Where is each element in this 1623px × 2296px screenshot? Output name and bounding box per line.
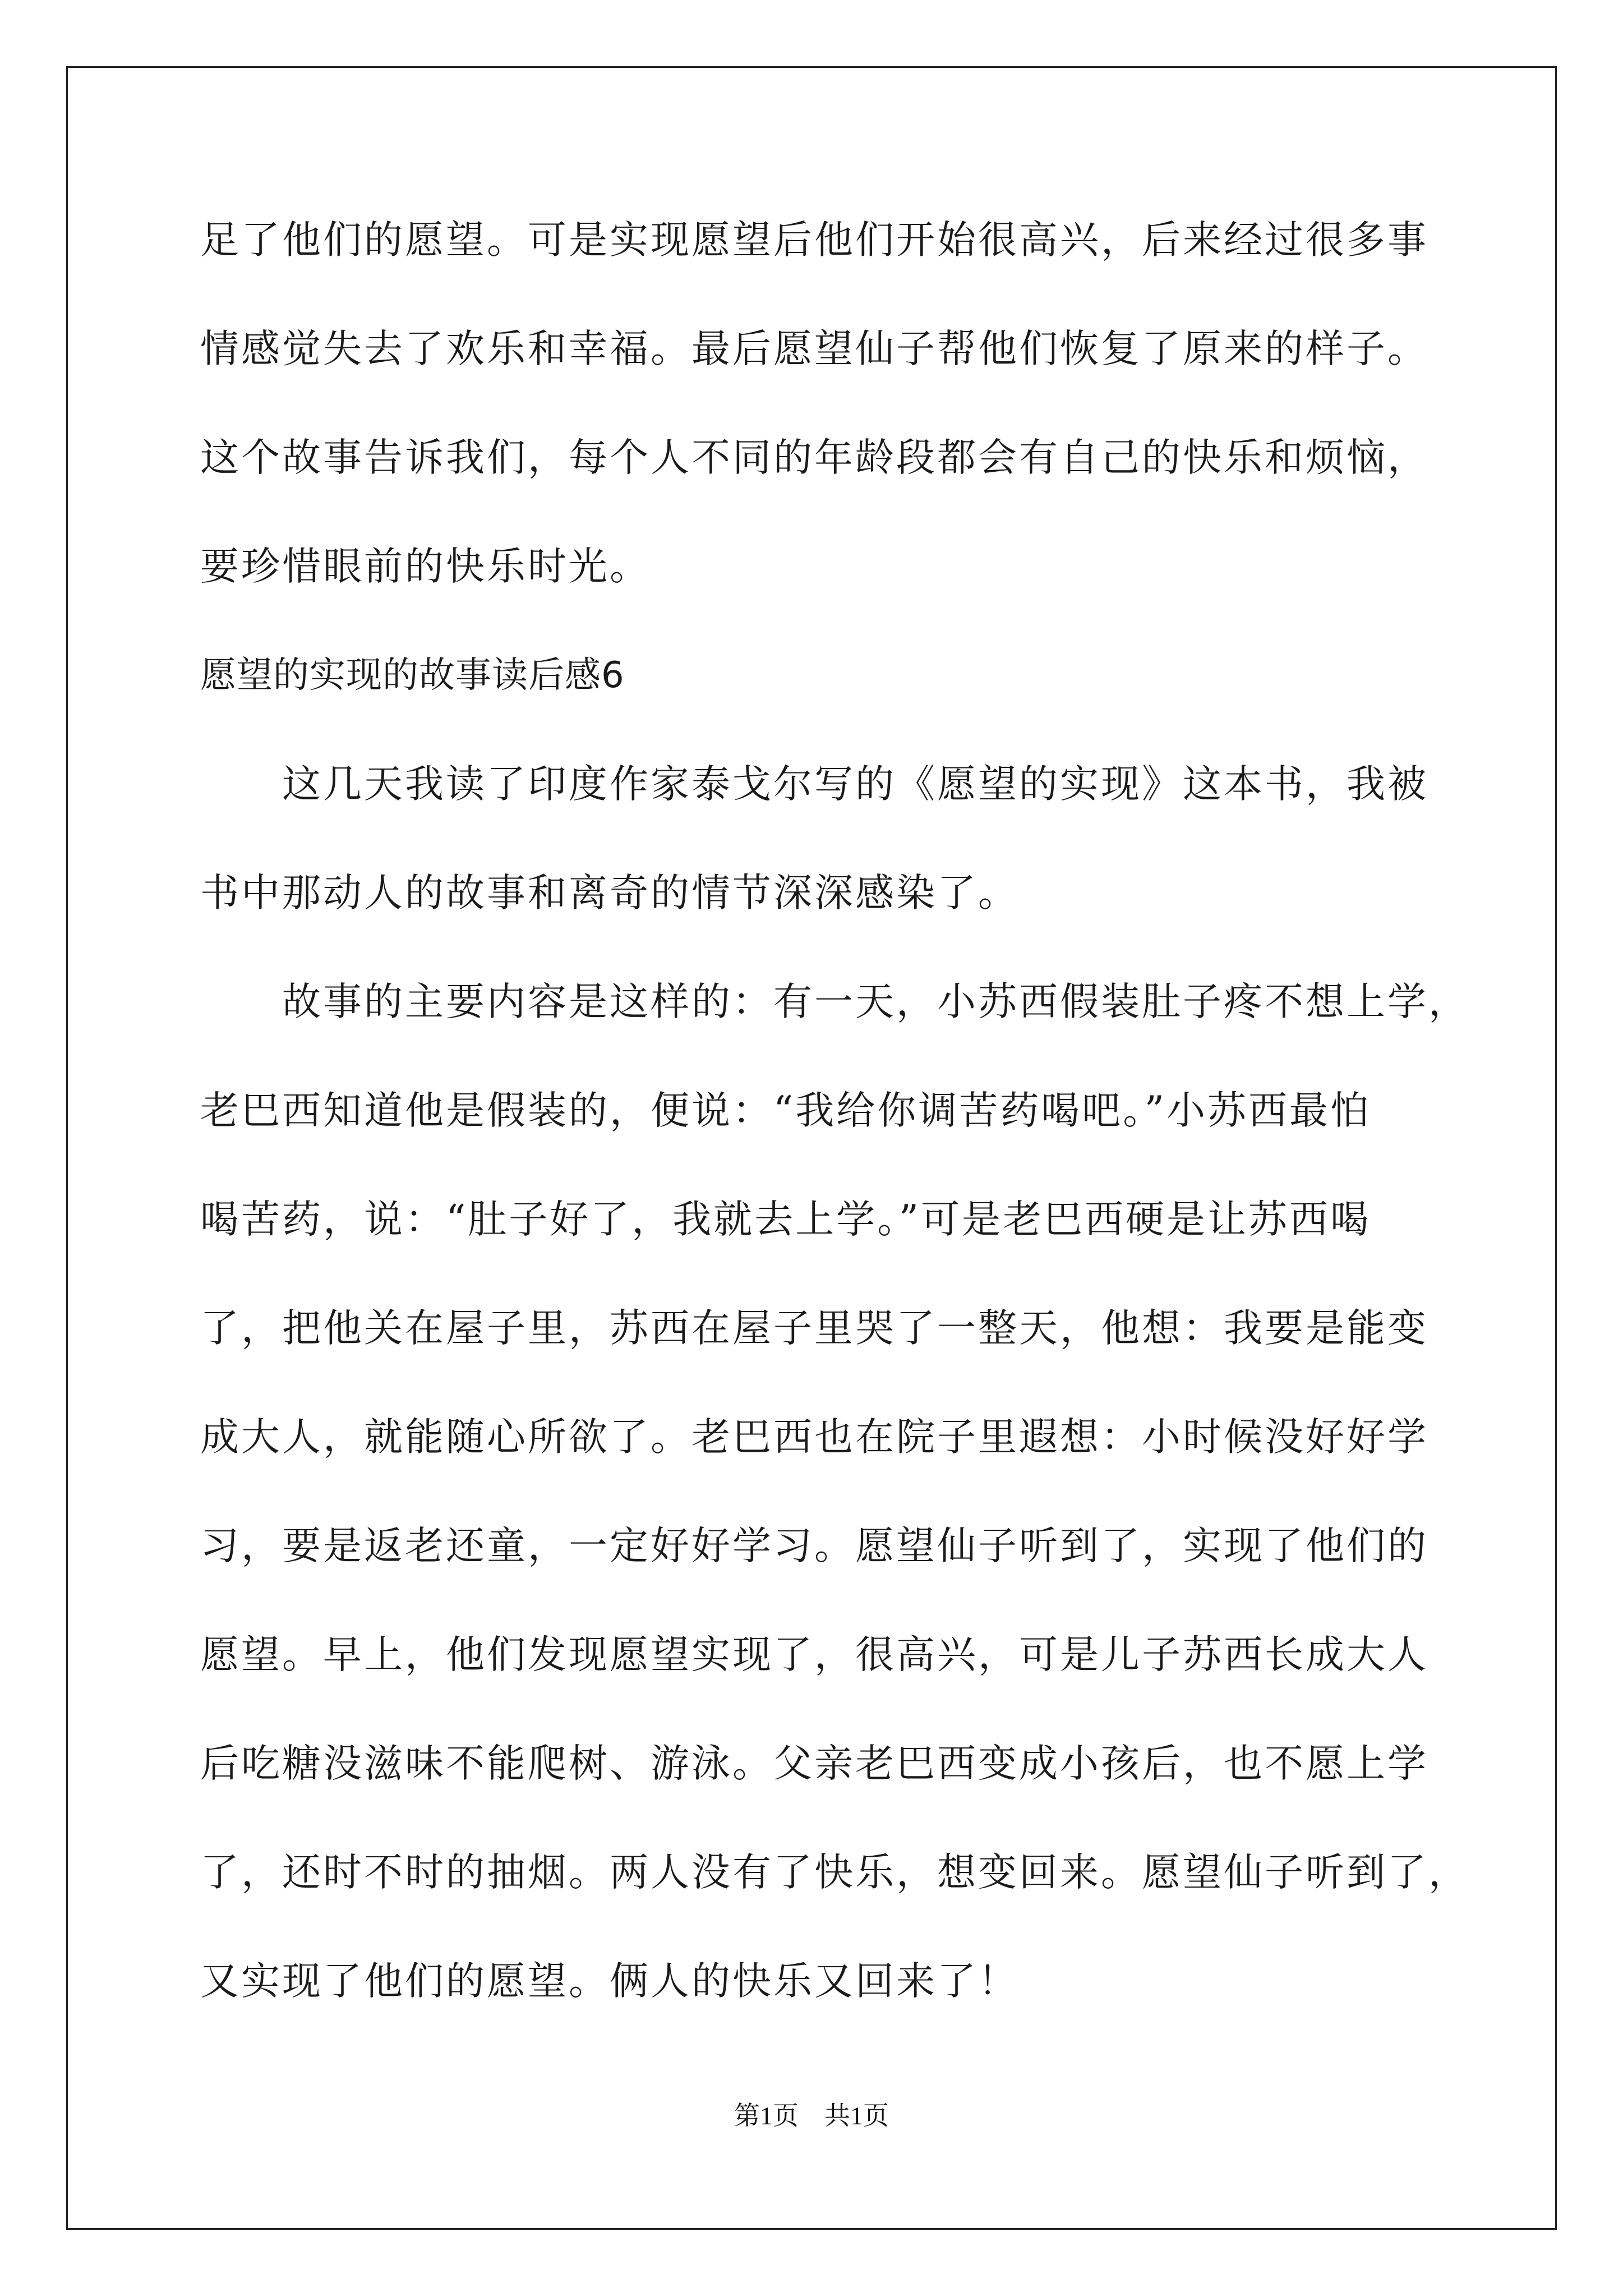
body-line: 后吃糖没滋味不能爬树、游泳。父亲老巴西变成小孩后，也不愿上学: [200, 1741, 1428, 1786]
body-line: 成大人，就能随心所欲了。老巴西也在院子里遐想：小时候没好好学: [200, 1415, 1428, 1460]
body-line: 了，把他关在屋子里，苏西在屋子里哭了一整天，他想：我要是能变: [200, 1306, 1428, 1351]
page-number: 第1页 共1页: [734, 2101, 889, 2130]
body-line: 这几天我读了印度作家泰戈尔写的《愿望的实现》这本书，我被: [282, 762, 1428, 807]
body-line: 情感觉失去了欢乐和幸福。最后愿望仙子帮他们恢复了原来的样子。: [200, 326, 1428, 371]
body-line: 愿望。早上，他们发现愿望实现了，很高兴，可是儿子苏西长成大人: [200, 1632, 1428, 1677]
body-line: 书中那动人的故事和离奇的情节深深感染了。: [200, 871, 1019, 915]
body-line: 又实现了他们的愿望。俩人的快乐又回来了！: [200, 1959, 1019, 2004]
body-line: 要珍惜眼前的快乐时光。: [200, 544, 651, 589]
body-line: 足了他们的愿望。可是实现愿望后他们开始很高兴，后来经过很多事: [200, 218, 1428, 263]
body-line: 这个故事告诉我们，每个人不同的年龄段都会有自己的快乐和烦恼，: [200, 435, 1428, 480]
body-line: 了，还时不时的抽烟。两人没有了快乐，想变回来。愿望仙子听到了，: [200, 1850, 1469, 1895]
body-line: 习，要是返老还童，一定好好学习。愿望仙子听到了，实现了他们的: [200, 1524, 1428, 1568]
body-line: 故事的主要内容是这样的：有一天，小苏西假装肚子疼不想上学，: [282, 979, 1469, 1024]
body-line: 喝苦药，说：“肚子好了，我就去上学。”可是老巴西硬是让苏西喝: [200, 1197, 1372, 1242]
body-line: 老巴西知道他是假装的，便说：“我给你调苦药喝吧。”小苏西最怕: [200, 1088, 1372, 1133]
section-heading: 愿望的实现的故事读后感6: [200, 655, 625, 696]
page-border: [66, 66, 1557, 2230]
